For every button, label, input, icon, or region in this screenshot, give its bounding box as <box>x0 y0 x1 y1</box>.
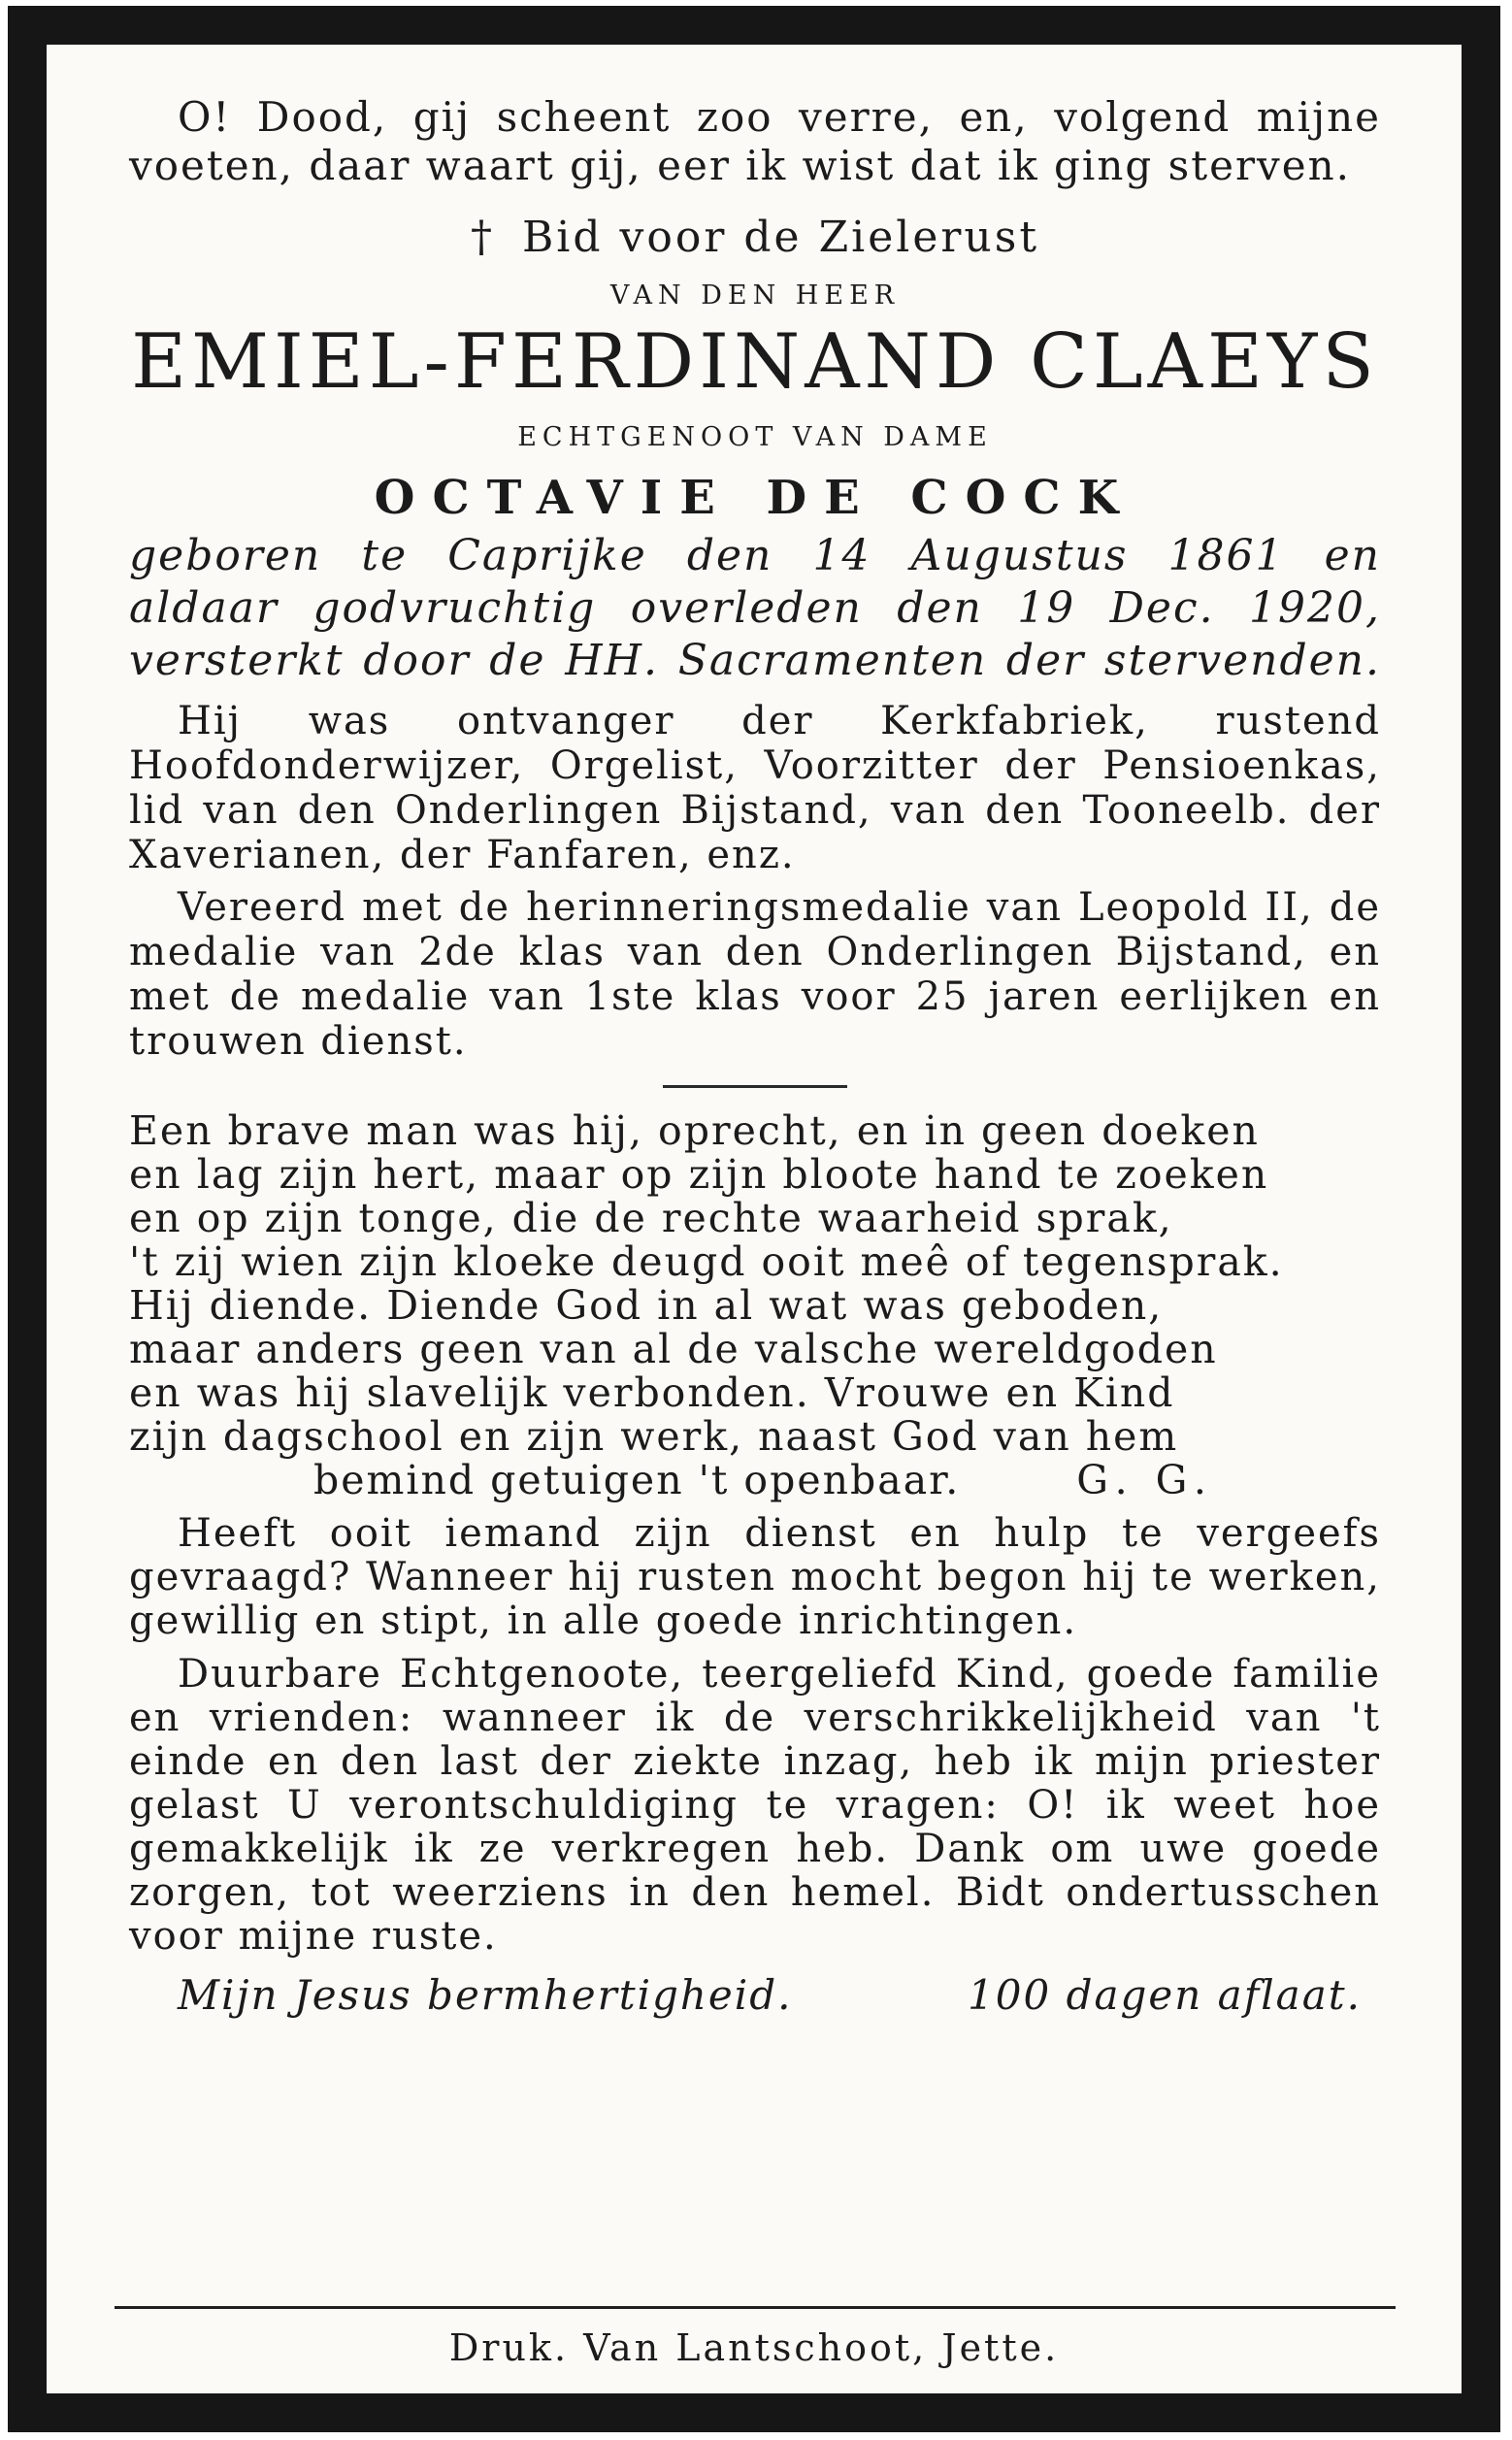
prayer-heading <box>129 212 1381 264</box>
prayer-heading-text: Bid voor de Zielerust <box>521 213 1040 262</box>
printer-credit: Druk. Van Lantschoot, Jette. <box>448 2326 1060 2369</box>
spouse-name: OCTAVIE DE COCK <box>374 471 1136 525</box>
poem-line: bemind getuigen 't openbaar. <box>313 1457 961 1503</box>
poem <box>129 1109 1381 1502</box>
closing-prayer: Mijn Jesus bermhertigheid. <box>178 1971 793 2019</box>
farewell-paragraph: Duurbare Echtgenoote, teergeliefd Kind, goede familie en vrienden: wanneer ik de verschrikkelijkheid van 't einde en den last der ziekte inzag, heb ik mijn priester gelast U verontschuldiging te vragen: O! ik weet hoe gemakkelijk ik ze verkregen heb. Dank om uwe goede zorgen, tot weerziens in den hemel. Bidt ondertusschen voor mijne ruste. <box>129 1652 1381 1959</box>
poem-line: zijn dagschool en zijn werk, naast God van hem <box>129 1413 1179 1460</box>
poem-signature: G. G. <box>1076 1457 1214 1503</box>
poem-line: en lag zijn hert, maar op zijn bloote hand te zoeken <box>129 1151 1269 1198</box>
closing-line <box>129 1970 1381 2021</box>
memorial-card-border <box>8 6 1500 2432</box>
poem-line: Een brave man was hij, oprecht, en in geen doeken <box>129 1107 1260 1154</box>
birth-line-3: versterkt door de HH. Sacramenten der stervenden. <box>129 636 1381 685</box>
memorial-card <box>47 45 1462 2393</box>
epigraph: O! Dood, gij scheent zoo verre, en, volgend mijne voeten, daar waart gij, eer ik wist dat ik ging sterven. <box>129 93 1381 189</box>
poem-line: Hij diende. Diende God in al wat was geboden, <box>129 1282 1164 1329</box>
service-paragraph: Heeft ooit iemand zijn dienst en hulp te vergeefs gevraagd? Wanneer hij rusten mocht begon hij te werken, gewillig en stipt, in alle goede inrichtingen. <box>129 1511 1381 1643</box>
poem-line: 't zij wien zijn kloeke deugd ooit meê of tegensprak. <box>129 1238 1284 1285</box>
card-text-column <box>129 93 1381 2021</box>
biography-honours: Vereerd met de herinneringsmedalie van Leopold II, de medalie van 2de klas van den Onderlingen Bijstand, en met de medalie van 1ste klas voor 25 jaren eerlijken en trouwen dienst. <box>129 885 1381 1064</box>
footer-rule <box>115 2306 1396 2309</box>
spouse-prefix: ECHTGENOOT VAN DAME <box>517 422 993 452</box>
birth-death-details <box>129 532 1381 685</box>
birth-line-1: geboren te Caprijke den 14 Augustus 1861 en <box>129 531 1381 580</box>
title-prefix: VAN DEN HEER <box>609 280 901 311</box>
indulgence-note: 100 dagen aflaat. <box>968 1971 1362 2019</box>
poem-line: en op zijn tonge, die de rechte waarheid sprak, <box>129 1195 1173 1241</box>
biography-offices: Hij was ontvanger der Kerkfabriek, rustend Hoofdonderwijzer, Orgelist, Voorzitter der Pensioenkas, lid van den Onderlingen Bijstand, van den Tooneelb. der Xaverianen, der Fanfaren, enz. <box>129 699 1381 877</box>
poem-line: maar anders geen van al de valsche wereldgoden <box>129 1326 1218 1372</box>
section-divider <box>663 1085 847 1088</box>
poem-last-line <box>129 1459 1381 1502</box>
poem-line: en was hij slavelijk verbonden. Vrouwe en Kind <box>129 1369 1175 1416</box>
deceased-name: EMIEL-FERDINAND CLAEYS <box>131 318 1379 406</box>
cross-icon: † <box>470 213 495 262</box>
birth-line-2: aldaar godvruchtig overleden den 19 Dec. 1920, <box>129 583 1381 633</box>
